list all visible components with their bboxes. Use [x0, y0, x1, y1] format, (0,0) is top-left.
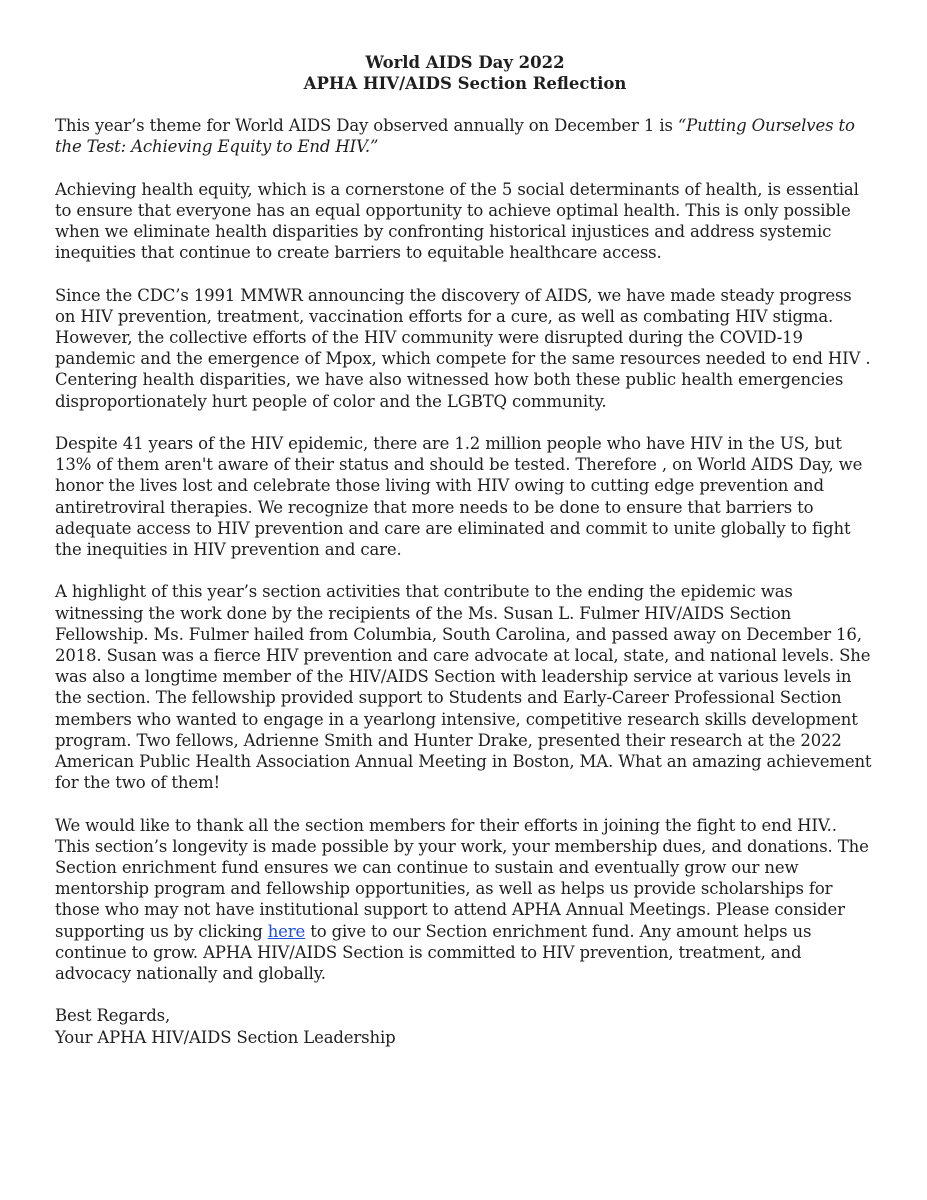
thanks-text-before-link: We would like to thank all the section members for their efforts in joining the fight to end HIV.. This section’s longevity is made possible by your work, your membership dues, and donations. The Section enrichment fund ensures we can continue to sustain and eventually grow our new mentorship program and fellowship opportunities, as well as helps us provide scholarships for those who may not have institutional support to attend APHA Annual Meetings. Please consider supporting us by clicking: [55, 815, 869, 941]
fellowship-paragraph: A highlight of this year’s section activities that contribute to the ending the epidemic was witnessing the work done by the recipients of the Ms. Susan L. Fulmer HIV/AIDS Section Fellowship. Ms. Fulmer hailed from Columbia, South Carolina, and passed away on December 16, 2018. Susan was a fierce HIV prevention and care advocate at local, state, and national levels. She was also a longtime member of the HIV/AIDS Section with leadership service at various levels in the section. The fellowship provided support to Students and Early-Career Professional Section members who wanted to engage in a yearlong intensive, competitive research skills development program. Two fellows, Adrienne Smith and Hunter Drake, presented their research at the 2022 American Public Health Association Annual Meeting in Boston, MA. What an amazing achievement for the two of them!: [55, 582, 872, 793]
signoff-closing: Best Regards,: [55, 1006, 171, 1026]
title-line-2: APHA HIV/AIDS Section Reflection: [303, 74, 627, 93]
document-body: [55, 115, 875, 1048]
donate-here-link[interactable]: here: [267, 921, 306, 941]
epidemic-paragraph: Despite 41 years of the HIV epidemic, there are 1.2 million people who have HIV in the US, but 13% of them aren't aware of their status and should be tested. Therefore , on World AIDS Day, we honor the lives lost and celebrate those living with HIV owing to cutting edge prevention and antiretroviral therapies. We recognize that more needs to be done to ensure that barriers to adequate access to HIV prevention and care are eliminated and commit to unite globally to fight the inequities in HIV prevention and care.: [55, 434, 863, 560]
intro-paragraph: [55, 115, 875, 157]
thanks-paragraph: [55, 815, 875, 985]
equity-paragraph: Achieving health equity, which is a cornerstone of the 5 social determinants of health, is essential to ensure that everyone has an equal opportunity to achieve optimal health. This is only possible when we eliminate health disparities by confronting historical injustices and address systemic inequities that continue to create barriers to equitable healthcare access.: [55, 179, 859, 263]
document-title: [55, 52, 875, 94]
history-paragraph: Since the CDC’s 1991 MMWR announcing the discovery of AIDS, we have made steady progress on HIV prevention, treatment, vaccination efforts for a cure, as well as combating HIV stigma. However, the collective efforts of the HIV community were disrupted during the COVID-19 pandemic and the emergence of Mpox, which compete for the same resources needed to end HIV . Centering health disparities, we have also witnessed how both these public health emergencies disproportionately hurt people of color and the LGBTQ community.: [55, 285, 871, 411]
theme-quote: “Putting Ourselves to the Test: Achieving Equity to End HIV.”: [55, 116, 855, 157]
signoff-signature: Your APHA HIV/AIDS Section Leadership: [55, 1027, 396, 1047]
document-page: [55, 52, 875, 1048]
intro-text: This year’s theme for World AIDS Day observed annually on December 1 is: [55, 116, 678, 135]
title-line-1: World AIDS Day 2022: [365, 53, 565, 72]
thanks-text-after-link: to give to our Section enrichment fund. Any amount helps us continue to grow. APHA HIV/AIDS Section is committed to HIV prevention, treatment, and advocacy nationally and globally.: [55, 921, 812, 984]
